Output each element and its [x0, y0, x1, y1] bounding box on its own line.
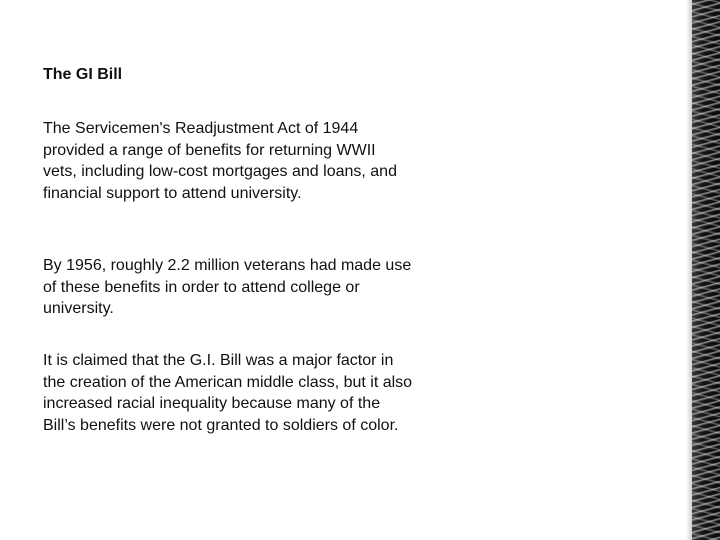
slide-title: The GI Bill — [43, 66, 123, 83]
paragraph-3: It is claimed that the G.I. Bill was a major factor in the creation of the American middle class, but it also increased racial inequality because many of the Bill’s benefits were not granted to soldiers of color. — [43, 352, 413, 434]
paragraph-1: The Servicemen's Readjustment Act of 1944 provided a range of benefits for returning WWII vets, including low-cost mortgages and loans, and financial support to attend university. — [43, 120, 397, 202]
decorative-edge-border — [692, 0, 720, 540]
paragraph-2: By 1956, roughly 2.2 million veterans had made use of these benefits in order to attend college or university. — [43, 257, 412, 317]
